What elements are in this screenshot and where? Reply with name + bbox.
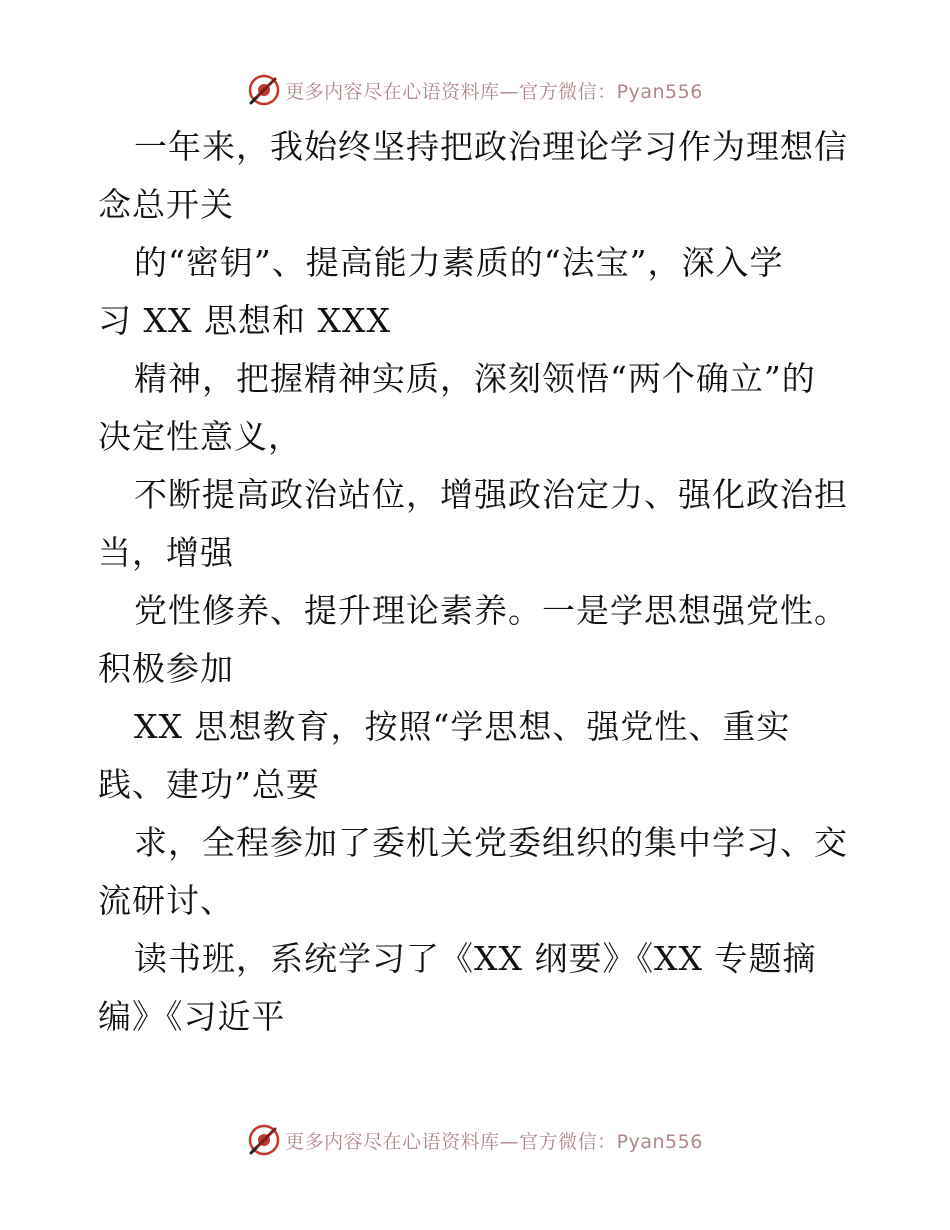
paragraph-3: 精神，把握精神实质，深刻领悟“两个确立”的 决定性意义， xyxy=(98,359,816,456)
document-body xyxy=(98,118,858,1046)
seal-logo-icon xyxy=(247,73,281,107)
footer-banner-text: 更多内容尽在心语资料库—官方微信：Pyan556 xyxy=(285,1130,703,1153)
paragraph-6: XX 思想教育，按照“学思想、强党性、重实 践、建功”总要 xyxy=(98,707,791,804)
paragraph-2: 的“密钥”、提高能力素质的“法宝”，深入学 习 XX 思想和 XXX xyxy=(98,243,784,340)
header-banner xyxy=(0,72,950,108)
seal-logo-icon xyxy=(247,1123,281,1157)
paragraph-5: 党性修养、提升理论素养。一是学思想强党性。 积极参加 xyxy=(98,591,848,688)
paragraph-1: 一年来，我始终坚持把政治理论学习作为理想信 念总开关 xyxy=(98,127,848,224)
footer-banner xyxy=(0,1122,950,1158)
paragraph-7: 求，全程参加了委机关党委组织的集中学习、交 流研讨、 xyxy=(98,823,848,920)
paragraph-8: 读书班，系统学习了《XX 纲要》《XX 专题摘 编》《习近平 xyxy=(98,939,817,1036)
header-banner-text: 更多内容尽在心语资料库—官方微信：Pyan556 xyxy=(285,80,703,103)
paragraph-4: 不断提高政治站位，增强政治定力、强化政治担 当，增强 xyxy=(98,475,848,572)
